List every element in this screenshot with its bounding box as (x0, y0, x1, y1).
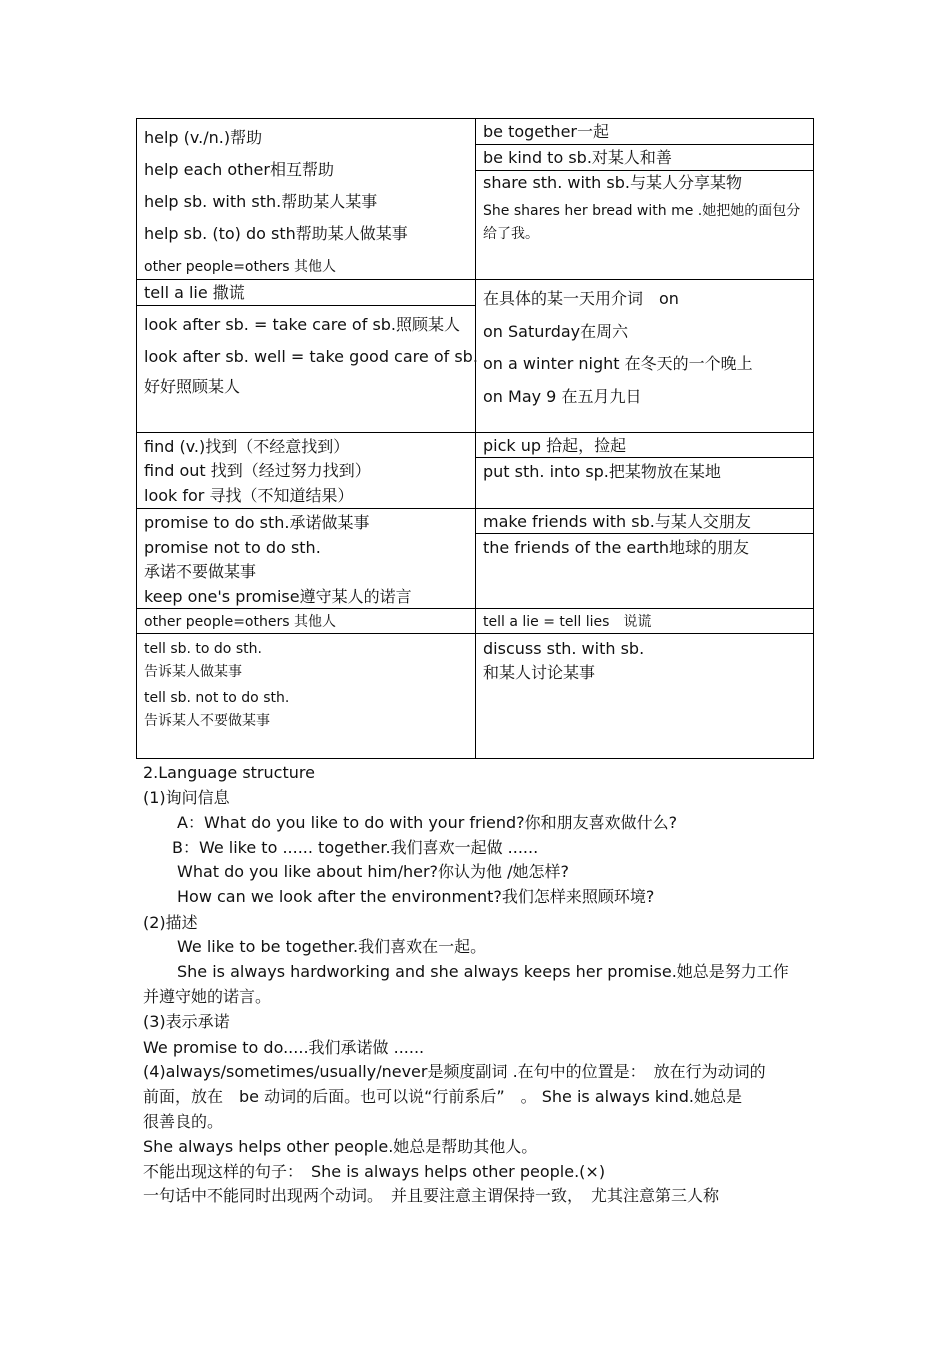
vocab-line: on Saturday在周六 (483, 322, 629, 341)
vocab-line: the friends of the earth地球的朋友 (483, 538, 750, 557)
example-line: We like to be together.我们喜欢在一起。 (177, 937, 487, 956)
vocab-line: keep one's promise遵守某人的诺言 (144, 587, 412, 606)
vocab-line: other people=others 其他人 (144, 259, 336, 275)
vocabulary-table (136, 118, 814, 759)
vocab-line: 和某人讨论某事 (483, 663, 596, 682)
vocab-line: help sb. (to) do sth帮助某人做某事 (144, 224, 408, 243)
vocab-line: put sth. into sp.把某物放在某地 (483, 462, 721, 481)
table-cell (137, 609, 476, 634)
table-cell (137, 509, 476, 609)
vocab-line: tell sb. to do sth. (144, 641, 262, 657)
vocab-line: 告诉某人不要做某事 (144, 713, 270, 729)
vocab-line: look after sb. = take care of sb.照顾某人 (144, 315, 461, 334)
table-subcell (476, 509, 813, 534)
vocab-line: be kind to sb.对某人和善 (483, 148, 672, 167)
example-line: A：What do you like to do with your friend?你和朋友喜欢做什么? (177, 813, 678, 832)
vocab-line: look for 寻找（不知道结果） (144, 486, 354, 505)
table-cell (137, 280, 476, 433)
table-subcell (476, 458, 813, 508)
table-row (137, 119, 814, 280)
example-line: She is always hardworking and she always keeps her promise.她总是努力工作 (177, 962, 789, 981)
vocab-line: She shares her bread with me .她把她的面包分 (483, 203, 801, 219)
vocab-line: be together一起 (483, 122, 609, 141)
table-cell (137, 119, 476, 280)
vocab-line: 好好照顾某人 (144, 377, 241, 396)
table-subcell (476, 119, 813, 145)
table-row (137, 280, 814, 433)
table-subcell (476, 145, 813, 171)
subsection-title: (1)询问信息 (143, 788, 230, 807)
table-subcell (476, 433, 813, 458)
vocab-line: other people=others 其他人 (144, 614, 336, 630)
vocab-line: tell a lie = tell lies 说谎 (483, 614, 652, 630)
example-line: B：We like to ...... together.我们喜欢一起做 ...... (172, 838, 539, 857)
vocab-line: tell a lie 撒谎 (144, 283, 245, 302)
vocab-line: find out 找到（经过努力找到） (144, 461, 371, 480)
vocab-line: discuss sth. with sb. (483, 639, 645, 658)
table-row (137, 634, 814, 759)
subsection-title: (2)描述 (143, 913, 198, 932)
vocab-line: make friends with sb.与某人交朋友 (483, 512, 751, 531)
example-line: She always helps other people.她总是帮助其他人。 (143, 1137, 538, 1156)
paragraph-line: 前面，放在 be 动词的后面。也可以说“行前系后” 。 She is always kind.她总是 (143, 1087, 742, 1106)
paragraph-line: 一句话中不能同时出现两个动词。 并且要注意主谓保持一致， 尤其注意第三人称 (143, 1186, 720, 1205)
vocab-line: look after sb. well = take good care of sb. (144, 347, 478, 366)
vocab-line: 给了我。 (483, 226, 539, 242)
table-cell (137, 634, 476, 759)
vocab-line: help each other相互帮助 (144, 160, 334, 179)
example-line: 不能出现这样的句子： She is always helps other people.(×) (143, 1162, 606, 1181)
vocab-line: help sb. with sth.帮助某人某事 (144, 192, 378, 211)
vocab-line: tell sb. not to do sth. (144, 690, 290, 706)
table-subcell (137, 280, 475, 306)
subsection-title: (3)表示承诺 (143, 1012, 230, 1031)
table-cell (476, 280, 814, 433)
vocab-line: find (v.)找到（不经意找到） (144, 437, 350, 456)
example-line: 并遵守她的诺言。 (143, 987, 272, 1006)
table-subcell (137, 306, 478, 431)
table-cell (476, 119, 814, 280)
vocab-line: promise to do sth.承诺做某事 (144, 513, 370, 532)
paragraph-line: 很善良的。 (143, 1112, 224, 1131)
example-line: What do you like about him/her?你认为他 /她怎样? (177, 862, 569, 881)
vocab-line: pick up 拾起，捡起 (483, 436, 627, 455)
section-heading: 2.Language structure (143, 763, 315, 782)
table-cell (476, 609, 814, 634)
vocab-line: share sth. with sb.与某人分享某物 (483, 173, 742, 192)
table-row (137, 609, 814, 634)
vocab-line: promise not to do sth. (144, 538, 321, 557)
table-cell (476, 433, 814, 509)
table-row (137, 509, 814, 609)
example-line: How can we look after the environment?我们怎样来照顾环境? (177, 887, 655, 906)
table-cell (476, 509, 814, 609)
vocab-line: 告诉某人做某事 (144, 664, 242, 680)
vocab-line: 在具体的某一天用介词 on (483, 289, 679, 308)
table-cell (137, 433, 476, 509)
table-cell (476, 634, 814, 759)
example-line: We promise to do.....我们承诺做 ...... (143, 1038, 425, 1057)
table-subcell (476, 171, 813, 278)
table-row (137, 433, 814, 509)
vocab-line: on a winter night 在冬天的一个晚上 (483, 354, 753, 373)
vocab-line: 承诺不要做某事 (144, 562, 257, 581)
table-subcell (476, 534, 813, 608)
vocab-line: on May 9 在五月九日 (483, 387, 642, 406)
vocab-line: help (v./n.)帮助 (144, 128, 263, 147)
paragraph-line: (4)always/sometimes/usually/never是频度副词 .在句中的位置是： 放在行为动词的 (143, 1062, 766, 1081)
